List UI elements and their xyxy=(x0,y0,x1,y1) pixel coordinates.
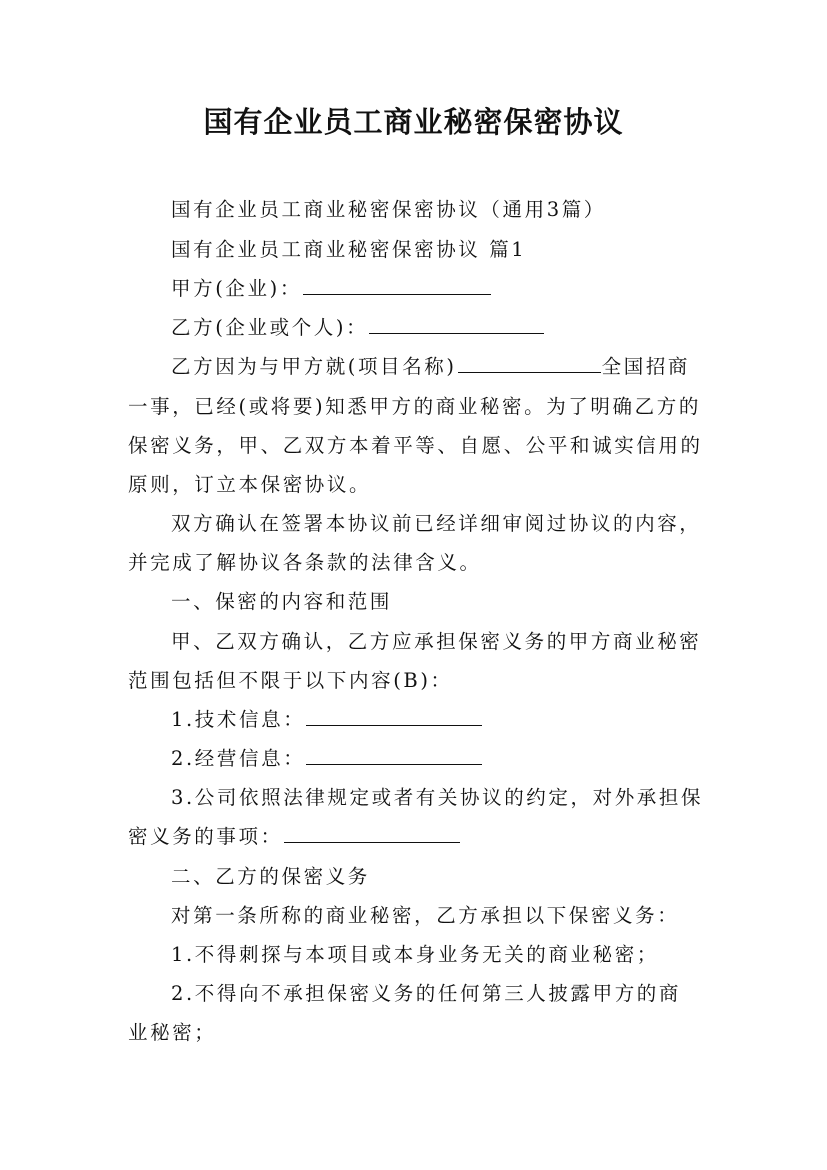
confirm-text-line2: 并完成了解协议各条款的法律含义。 xyxy=(128,551,482,574)
party-a-blank[interactable] xyxy=(303,276,491,295)
section-heading-text: 国有企业员工商业秘密保密协议 篇1 xyxy=(171,238,527,261)
duty-2-text-line2: 业秘密； xyxy=(128,1021,217,1044)
obligations-text: 对第一条所称的商业秘密，乙方承担以下保密义务： xyxy=(171,904,680,927)
paragraph-scope xyxy=(171,627,771,657)
paragraph-project xyxy=(171,352,771,382)
duty-item-2-line2 xyxy=(128,1018,728,1048)
party-a-line xyxy=(171,274,771,304)
paragraph-scope-line2 xyxy=(128,666,728,696)
party-b-line xyxy=(171,313,771,343)
paragraph-project-line3 xyxy=(128,431,728,461)
scope-text-line2: 范围包括但不限于以下内容(B)： xyxy=(128,669,453,692)
paragraph-section-heading xyxy=(171,235,771,265)
party-b-label: 乙方(企业或个人)： xyxy=(171,316,369,339)
heading-section-2 xyxy=(171,862,771,892)
document-title: 国有企业员工商业秘密保密协议 xyxy=(203,105,624,139)
duty-item-1 xyxy=(171,940,771,970)
business-info-blank[interactable] xyxy=(306,746,482,765)
heading-2-text: 二、乙方的保密义务 xyxy=(171,865,370,888)
paragraph-project-line4 xyxy=(128,470,728,500)
project-text-line4: 原则，订立本保密协议。 xyxy=(128,473,372,496)
duty-1-text: 1.不得刺探与本项目或本身业务无关的商业秘密； xyxy=(171,943,659,966)
party-a-label: 甲方(企业)： xyxy=(171,277,302,300)
project-text-line3: 保密义务，甲、乙双方本着平等、自愿、公平和诚实信用的 xyxy=(128,434,703,457)
heading-section-1 xyxy=(171,587,771,617)
subtitle-text: 国有企业员工商业秘密保密协议（通用3篇） xyxy=(171,198,606,221)
business-info-label: 2.经营信息： xyxy=(171,747,306,770)
list-item-technical-info xyxy=(171,705,771,735)
scope-text: 甲、乙双方确认，乙方应承担保密义务的甲方商业秘密 xyxy=(171,630,702,653)
paragraph-project-line2 xyxy=(128,392,728,422)
technical-info-label: 1.技术信息： xyxy=(171,708,306,731)
duty-item-2 xyxy=(171,979,771,1009)
party-b-blank[interactable] xyxy=(369,315,544,334)
paragraph-obligations xyxy=(171,901,771,931)
list-item-other-obligations-line2 xyxy=(128,822,728,852)
list-item-business-info xyxy=(171,744,771,774)
technical-info-blank[interactable] xyxy=(306,707,482,726)
list-item-other-obligations xyxy=(171,783,771,813)
paragraph-subtitle xyxy=(171,195,771,225)
duty-2-text: 2.不得向不承担保密义务的任何第三人披露甲方的商 xyxy=(171,982,682,1005)
other-obligations-label: 密义务的事项： xyxy=(128,825,283,848)
project-text-end: 全国招商 xyxy=(601,355,691,378)
paragraph-confirm-line2 xyxy=(128,548,728,578)
other-obligations-text: 3.公司依照法律规定或者有关协议的约定，对外承担保 xyxy=(171,786,704,809)
confirm-text: 双方确认在签署本协议前已经详细审阅过协议的内容， xyxy=(171,512,702,535)
project-text-line2: 一事，已经(或将要)知悉甲方的商业秘密。为了明确乙方的 xyxy=(128,395,701,418)
project-name-blank[interactable] xyxy=(458,354,601,373)
project-text-start: 乙方因为与甲方就(项目名称) xyxy=(171,355,457,378)
other-obligations-blank[interactable] xyxy=(284,824,460,843)
heading-1-text: 一、保密的内容和范围 xyxy=(171,590,393,613)
paragraph-confirm xyxy=(171,509,771,539)
